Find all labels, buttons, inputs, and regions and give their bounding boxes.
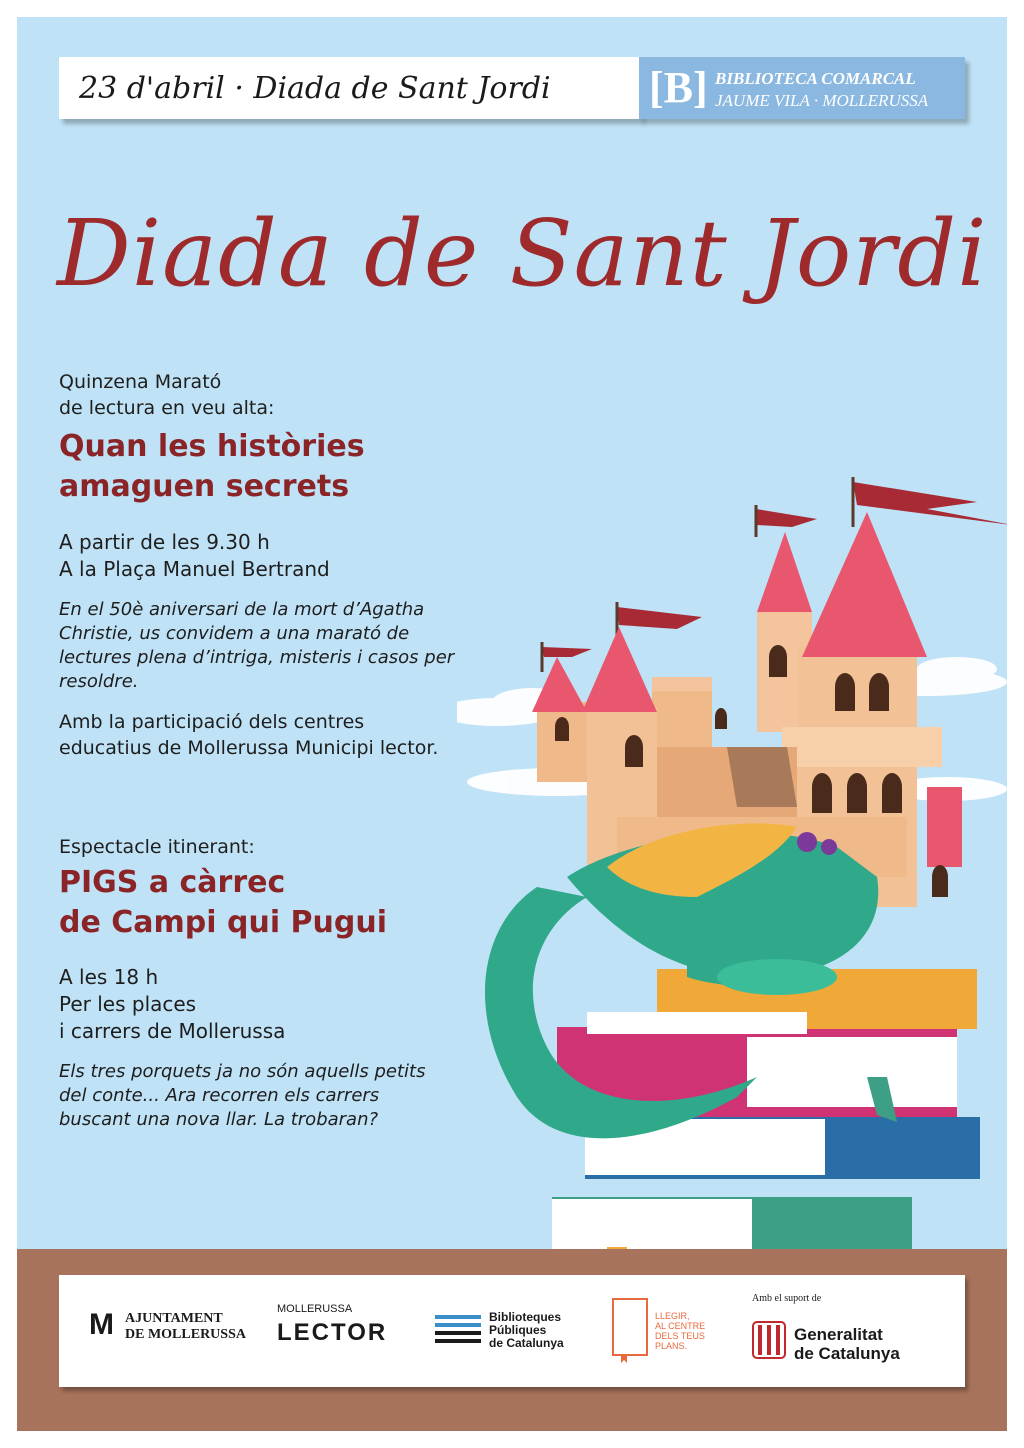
- llegir-logo: [611, 1297, 706, 1368]
- event1-when-where: [59, 529, 330, 583]
- generalitat-line2: de Catalunya: [794, 1344, 900, 1363]
- library-banner: [639, 57, 965, 119]
- library-logo-mark: [B]: [649, 63, 708, 112]
- biblioteques-publiques-logo: [435, 1310, 564, 1352]
- event2-place-line2: i carrers de Mollerussa: [59, 1019, 286, 1043]
- generalitat-logo: [752, 1293, 900, 1363]
- lector-word: LECTOR: [277, 1319, 388, 1346]
- event2-title-line1: PIGS a càrrec: [59, 865, 286, 900]
- bib-line2: Públiques: [489, 1323, 547, 1337]
- llegir-line4: PLANS.: [655, 1341, 688, 1351]
- event1-intro-line1: Quinzena Marató: [59, 371, 222, 393]
- event1-title-line1: Quan les històries: [59, 429, 365, 464]
- poster: [17, 17, 1007, 1431]
- event2-intro: Espectacle itinerant:: [59, 836, 255, 858]
- library-name-line2: JAUME VILA · MOLLERUSSA: [715, 91, 929, 110]
- ajuntament-line1: AJUNTAMENT: [125, 1311, 223, 1326]
- generalitat-shield-icon: [752, 1321, 786, 1359]
- generalitat-line1: Generalitat: [794, 1325, 883, 1344]
- ajuntament-line2: DE MOLLERUSSA: [125, 1327, 246, 1342]
- bib-line3: de Catalunya: [489, 1336, 564, 1350]
- event1-intro-line2: de lectura en veu alta:: [59, 397, 275, 419]
- event2-place-line1: Per les places: [59, 992, 197, 1016]
- event2-title: [59, 863, 387, 943]
- event1-description: En el 50è aniversari de la mort d’Agatha Christie, us convidem a una marató de lectures plena d’intriga, misteris i casos per resoldre.: [59, 599, 455, 692]
- castle-dragon-books-illustration: [457, 457, 1007, 1257]
- event1-intro: [59, 369, 274, 421]
- event1-place: A la Plaça Manuel Bertrand: [59, 557, 330, 581]
- support-label: Amb el suport de: [752, 1293, 822, 1304]
- main-title: Diada de Sant Jordi: [57, 200, 988, 307]
- bib-line1: Biblioteques: [489, 1310, 562, 1324]
- mollerussa-lector-logo: [277, 1303, 387, 1347]
- date-banner: [59, 57, 641, 119]
- event2-time: A les 18 h: [59, 965, 159, 989]
- event2-title-line2: de Campi qui Pugui: [59, 905, 388, 940]
- event2-when-where: [59, 964, 285, 1045]
- event1-title: [59, 427, 365, 507]
- event1-time: A partir de les 9.30 h: [59, 530, 270, 554]
- llegir-line2: AL CENTRE: [655, 1321, 706, 1331]
- event1-participation: Amb la participació dels centres educatius de Mollerussa Municipi lector.: [59, 711, 439, 759]
- event1-title-line2: amaguen secrets: [59, 469, 350, 504]
- event2-description: Els tres porquets ja no són aquells petits del conte... Ara recorren els carrers buscant una nova llar. La trobaran?: [59, 1061, 426, 1130]
- llegir-line3: DELS TEUS: [655, 1331, 705, 1341]
- lector-top-text: MOLLERUSSA: [277, 1303, 353, 1315]
- ajuntament-m-icon: M: [89, 1308, 114, 1341]
- sponsor-logos: [59, 1275, 965, 1387]
- llegir-line1: LLEGIR,: [655, 1311, 690, 1321]
- library-name-line1: BIBLIOTECA COMARCAL: [715, 69, 916, 88]
- book-outline-icon: [611, 1297, 651, 1363]
- date-line: 23 d'abril · Diada de Sant Jordi: [79, 71, 551, 106]
- books-stripes-icon: [435, 1313, 483, 1347]
